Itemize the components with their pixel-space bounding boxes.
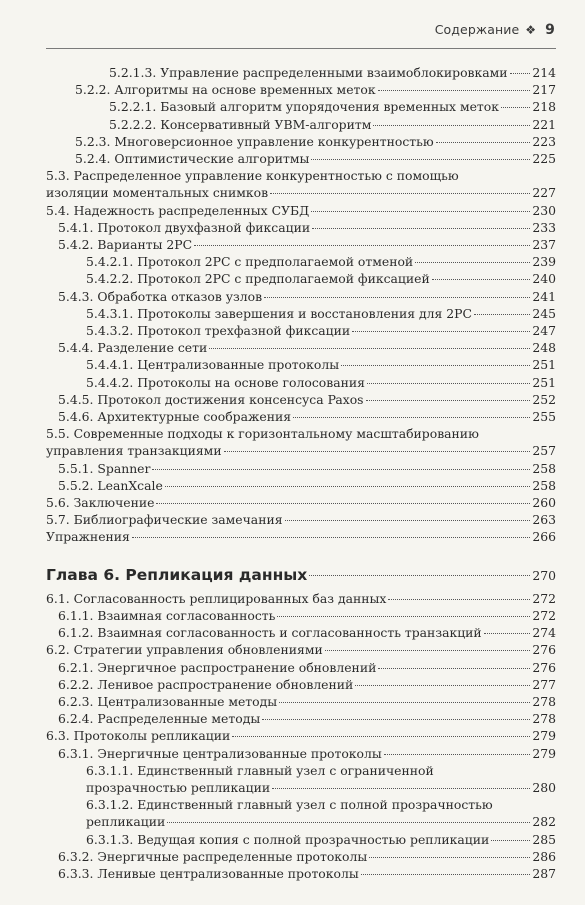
leader-dots — [224, 451, 531, 452]
toc-entry[interactable] — [46, 219, 556, 236]
entry-title: 5.5. Современные подходы к горизонтальному масштабированию — [46, 426, 479, 442]
leader-dots — [311, 211, 530, 212]
leader-dots — [378, 90, 531, 91]
leader-dots — [270, 193, 530, 194]
toc-entry[interactable] — [46, 236, 556, 253]
toc-entry[interactable] — [46, 356, 556, 373]
entry-page: 225 — [532, 151, 556, 167]
toc-entry[interactable] — [46, 831, 556, 848]
entry-page: 240 — [532, 271, 556, 287]
entry-title: 5.2.2. Алгоритмы на основе временных меток — [75, 82, 376, 98]
leader-dots — [194, 245, 530, 246]
entry-page: 214 — [532, 65, 556, 80]
entry-title: 6.3.3. Ленивые централизованные протоколы — [58, 865, 359, 881]
entry-title: 6.1. Согласованность реплицированных баз данных — [46, 590, 387, 606]
entry-title: 6.2.4. Распределенные методы — [58, 711, 261, 727]
toc-entry[interactable] — [46, 339, 556, 356]
entry-title: 5.4. Надежность распределенных СУБД — [46, 202, 310, 218]
entry-title-continuation: изоляции моментальных снимков — [46, 185, 269, 201]
toc-entry[interactable] — [46, 848, 556, 865]
toc-entry[interactable] — [46, 607, 556, 624]
leader-dots — [312, 228, 530, 229]
entry-page: 247 — [532, 323, 556, 339]
toc-entry[interactable] — [46, 762, 556, 796]
toc-entry[interactable] — [46, 253, 556, 270]
toc-entry[interactable] — [46, 624, 556, 641]
entry-page: 230 — [532, 202, 556, 218]
entry-page: 251 — [532, 357, 556, 373]
leader-dots — [352, 331, 530, 332]
entry-page: 280 — [532, 779, 556, 795]
header-rule — [46, 48, 556, 49]
entry-page: 279 — [532, 728, 556, 744]
leader-dots — [293, 417, 530, 418]
toc-entry[interactable] — [46, 98, 556, 115]
leader-dots — [279, 702, 530, 703]
entry-title: 5.4.6. Архитектурные соображения — [58, 409, 292, 425]
leader-dots — [277, 616, 530, 617]
entry-title-continuation: управления транзакциями — [46, 443, 222, 459]
entry-title: 5.3. Распределенное управление конкурентностью с помощью — [46, 168, 459, 184]
leader-dots — [311, 159, 530, 160]
toc-entry[interactable] — [46, 425, 556, 459]
toc-entry[interactable] — [46, 477, 556, 494]
leader-dots — [388, 599, 530, 600]
entry-title: 5.2.4. Оптимистические алгоритмы — [75, 151, 310, 167]
leader-dots — [167, 822, 530, 823]
leader-dots — [415, 262, 530, 263]
entry-title: 5.4.2.1. Протокол 2PC с предполагаемой отменой — [86, 254, 414, 270]
entry-page: 233 — [532, 219, 556, 235]
toc-entry[interactable] — [46, 460, 556, 477]
toc-entry[interactable] — [46, 374, 556, 391]
entry-page: 278 — [532, 693, 556, 709]
entry-page: 223 — [532, 133, 556, 149]
leader-dots — [309, 575, 530, 576]
leader-dots — [209, 348, 530, 349]
toc-entry[interactable] — [46, 528, 556, 545]
entry-page: 260 — [532, 495, 556, 511]
leader-dots — [272, 788, 530, 789]
leader-dots — [156, 503, 530, 504]
toc-entry[interactable] — [46, 133, 556, 150]
chapter-title: Глава 6. Репликация данных — [46, 565, 308, 584]
leader-dots — [132, 537, 530, 538]
toc-entry[interactable] — [46, 167, 556, 201]
toc-entry[interactable] — [46, 150, 556, 167]
toc-entry[interactable] — [46, 659, 556, 676]
entry-page: 218 — [532, 99, 556, 115]
entry-title: 5.2.3. Многоверсионное управление конкурентностью — [75, 133, 434, 149]
entry-page: 257 — [532, 443, 556, 459]
leader-dots — [367, 383, 530, 384]
entry-title-continuation: репликации — [86, 814, 166, 830]
entry-title: 5.4.2. Варианты 2PC — [58, 237, 193, 253]
leader-dots — [436, 142, 531, 143]
entry-title: 5.6. Заключение — [46, 495, 155, 511]
entry-page: 274 — [532, 625, 556, 641]
leader-dots — [432, 279, 531, 280]
toc-entry[interactable] — [46, 865, 556, 882]
entry-page: 221 — [532, 116, 556, 132]
entry-title: 5.4.3.2. Протокол трехфазной фиксации — [86, 323, 351, 339]
entry-page: 241 — [532, 288, 556, 304]
leader-dots — [510, 73, 531, 74]
entry-title: 5.2.1.3. Управление распределенными взаимоблокировками — [109, 65, 508, 80]
entry-page: 217 — [532, 82, 556, 98]
entry-page: 255 — [532, 409, 556, 425]
entry-title: 6.3.1.3. Ведущая копия с полной прозрачностью репликации — [86, 831, 490, 847]
leader-dots — [165, 486, 531, 487]
entry-page: 278 — [532, 711, 556, 727]
toc-entry[interactable] — [46, 81, 556, 98]
toc-entry[interactable] — [46, 305, 556, 322]
running-head-section: Содержание — [434, 22, 520, 37]
leader-dots — [264, 297, 530, 298]
leader-dots — [355, 685, 530, 686]
toc-entry[interactable] — [46, 641, 556, 658]
leader-dots — [484, 633, 531, 634]
toc-entry[interactable] — [46, 676, 556, 693]
entry-page: 239 — [532, 254, 556, 270]
entry-page: 266 — [532, 529, 556, 545]
diamond-ornament-icon: ❖ — [525, 23, 537, 37]
entry-title: 6.2.2. Ленивое распространение обновлений — [58, 676, 354, 692]
leader-dots — [474, 314, 530, 315]
entry-title: 5.4.3. Обработка отказов узлов — [58, 288, 263, 304]
entry-title: 5.4.5. Протокол достижения консенсуса Paxos — [58, 391, 364, 407]
leader-dots — [366, 400, 531, 401]
toc-entry[interactable] — [46, 745, 556, 762]
entry-page: 258 — [532, 477, 556, 493]
entry-title: 5.7. Библиографические замечания — [46, 512, 283, 528]
toc-entry[interactable] — [46, 116, 556, 133]
toc-entry[interactable] — [46, 408, 556, 425]
toc-entry[interactable] — [46, 710, 556, 727]
entry-page: 251 — [532, 374, 556, 390]
toc-chapter5-entries — [46, 64, 556, 546]
leader-dots — [285, 520, 531, 521]
entry-title: 6.2.3. Централизованные методы — [58, 693, 278, 709]
entry-title: 5.5.1. Spanner — [58, 460, 151, 476]
entry-title: 5.2.2.2. Консервативный УВМ-алгоритм — [109, 116, 372, 132]
page-header — [0, 0, 585, 42]
toc-entry[interactable] — [46, 391, 556, 408]
leader-dots — [232, 736, 530, 737]
entry-title: 6.2. Стратегии управления обновлениями — [46, 642, 323, 658]
leader-dots — [384, 754, 531, 755]
page-number: 9 — [545, 22, 555, 38]
entry-title: 5.4.4.2. Протоколы на основе голосования — [86, 374, 365, 390]
leader-dots — [378, 668, 530, 669]
leader-dots — [325, 650, 531, 651]
entry-title: 6.1.2. Взаимная согласованность и согласованность транзакций — [58, 625, 482, 641]
entry-page: 279 — [532, 745, 556, 761]
toc-chapter6-entries — [46, 590, 556, 882]
entry-title: 6.3.1.1. Единственный главный узел с ограниченной — [86, 762, 434, 778]
entry-title: Упражнения — [46, 529, 130, 545]
entry-page: 248 — [532, 340, 556, 356]
entry-title: 5.4.1. Протокол двухфазной фиксации — [58, 219, 311, 235]
entry-page: 282 — [532, 814, 556, 830]
chapter-page: 270 — [532, 567, 556, 583]
leader-dots — [373, 125, 530, 126]
toc-entry[interactable] — [46, 322, 556, 339]
toc-entry[interactable] — [46, 796, 556, 830]
entry-title: 5.4.2.2. Протокол 2PC с предполагаемой фиксацией — [86, 271, 430, 287]
toc-entry[interactable] — [46, 693, 556, 710]
entry-page: 258 — [532, 460, 556, 476]
entry-title: 6.3.1.2. Единственный главный узел с полной прозрачностью — [86, 797, 493, 813]
entry-page: 272 — [532, 590, 556, 606]
entry-page: 263 — [532, 512, 556, 528]
leader-dots — [491, 840, 530, 841]
entry-page: 287 — [532, 865, 556, 881]
toc-entry[interactable] — [46, 494, 556, 511]
entry-page: 227 — [532, 185, 556, 201]
entry-title: 5.4.4. Разделение сети — [58, 340, 208, 356]
entry-page: 286 — [532, 848, 556, 864]
entry-page: 277 — [532, 676, 556, 692]
running-head — [435, 22, 555, 38]
toc-entry[interactable] — [46, 202, 556, 219]
entry-page: 252 — [532, 391, 556, 407]
entry-title: 5.2.2.1. Базовый алгоритм упорядочения временных меток — [109, 99, 499, 115]
leader-dots — [152, 469, 530, 470]
toc-entry[interactable] — [46, 590, 556, 607]
toc-entry[interactable] — [46, 64, 556, 81]
entry-title: 5.4.3.1. Протоколы завершения и восстановления для 2PC — [86, 305, 473, 321]
entry-title: 5.4.4.1. Централизованные протоколы — [86, 357, 340, 373]
entry-page: 272 — [532, 607, 556, 623]
leader-dots — [501, 107, 530, 108]
entry-page: 237 — [532, 237, 556, 253]
entry-title: 6.3. Протоколы репликации — [46, 728, 231, 744]
leader-dots — [262, 719, 530, 720]
entry-title: 6.2.1. Энергичное распространение обновлений — [58, 659, 377, 675]
entry-page: 276 — [532, 659, 556, 675]
toc-entry[interactable] — [46, 727, 556, 744]
table-of-contents — [46, 64, 556, 882]
toc-entry[interactable] — [46, 288, 556, 305]
entry-title: 6.3.1. Энергичные централизованные протоколы — [58, 745, 382, 761]
entry-title: 6.1.1. Взаимная согласованность — [58, 607, 276, 623]
toc-entry[interactable] — [46, 511, 556, 528]
entry-title: 6.3.2. Энергичные распределенные протоколы — [58, 848, 368, 864]
entry-title-continuation: прозрачностью репликации — [86, 779, 271, 795]
leader-dots — [341, 365, 530, 366]
entry-page: 285 — [532, 831, 556, 847]
entry-page: 276 — [532, 642, 556, 658]
entry-page: 245 — [532, 305, 556, 321]
leader-dots — [361, 874, 531, 875]
toc-chapter-heading[interactable] — [46, 565, 556, 586]
leader-dots — [369, 857, 530, 858]
entry-title: 5.5.2. LeanXcale — [58, 477, 163, 493]
toc-entry[interactable] — [46, 270, 556, 287]
